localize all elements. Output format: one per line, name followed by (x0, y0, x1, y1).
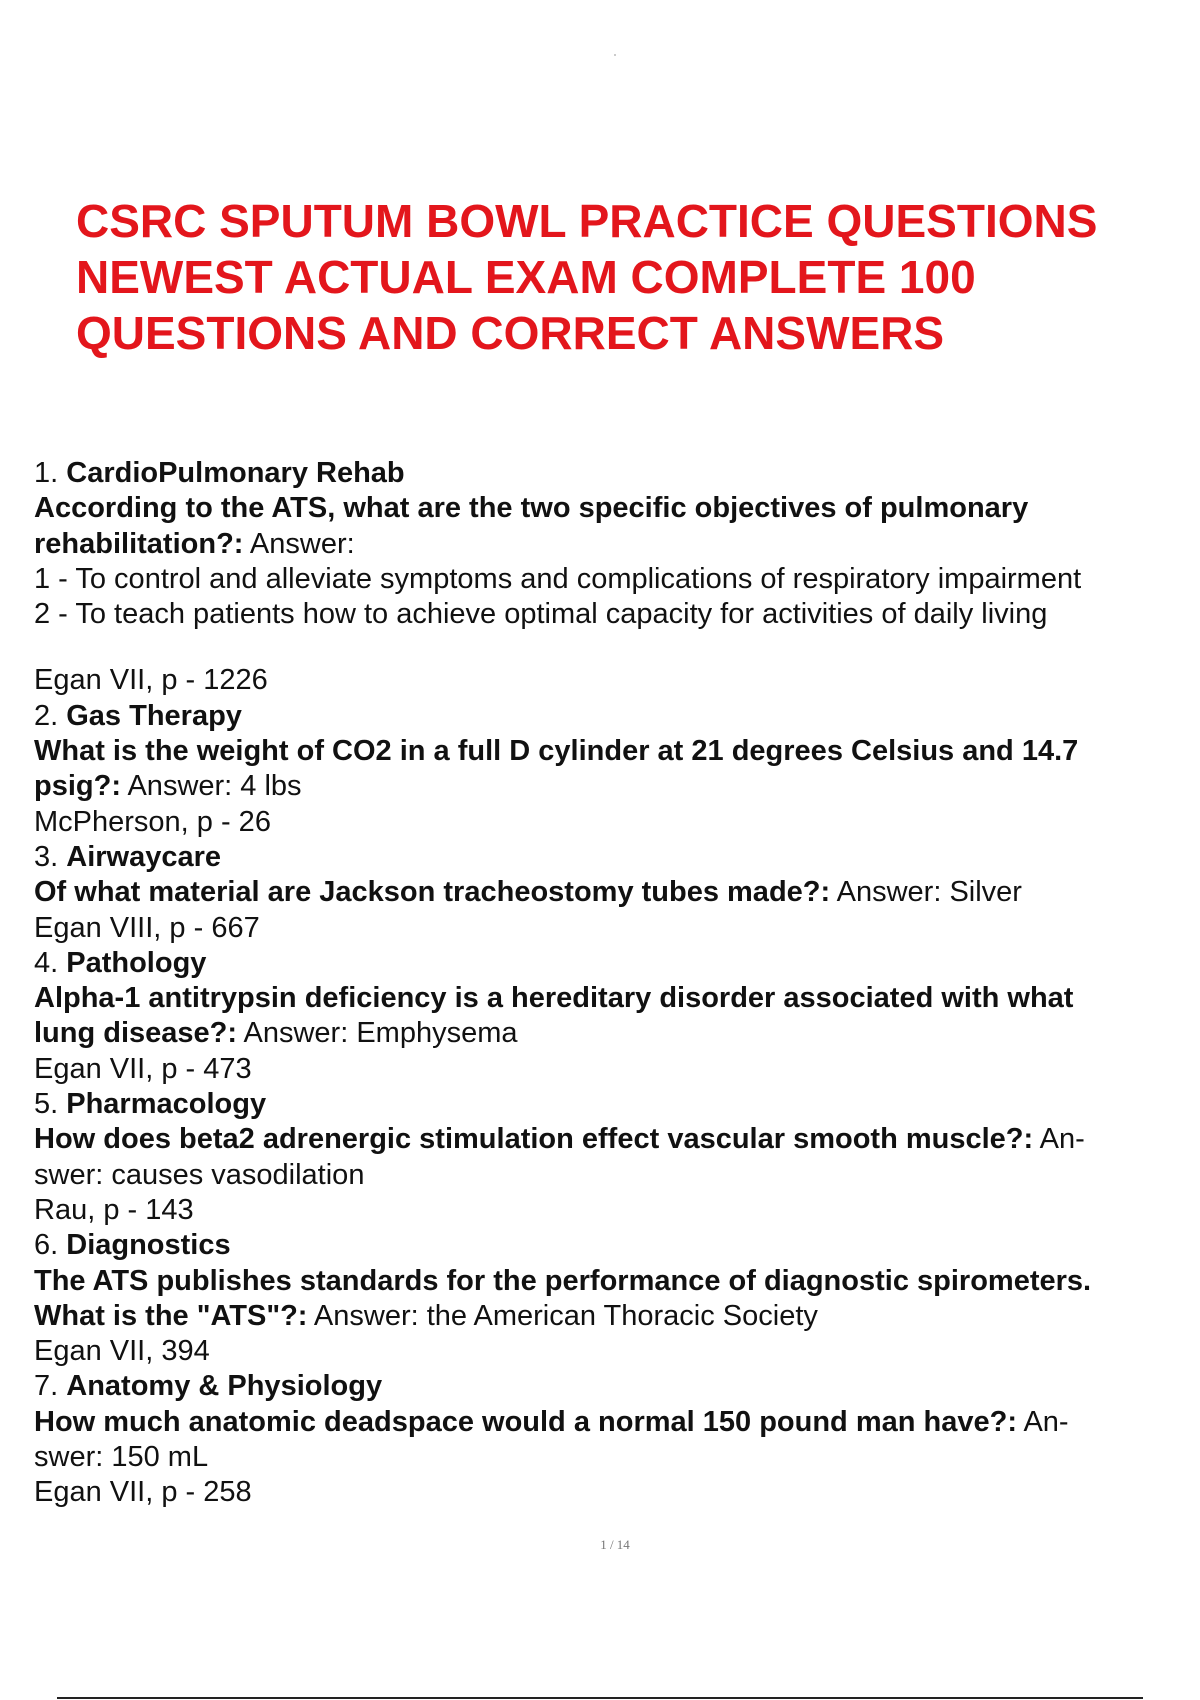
page-bottom-divider (57, 1697, 1143, 1699)
question-list (34, 456, 1194, 1511)
question-header (34, 1087, 1194, 1122)
title-line: QUESTIONS AND CORRECT ANSWERS (76, 307, 945, 359)
question-text: How does beta2 adrenergic stimulation effect vascular smooth muscle?: (34, 1123, 1034, 1156)
answer-label: Answer: (249, 527, 355, 560)
question-text: Alpha-1 antitrypsin deficiency is a hereditary disorder associated with what (34, 982, 1074, 1015)
answer-text: An- (1039, 1123, 1085, 1156)
question-item (34, 1087, 1194, 1228)
document-title (76, 193, 1156, 361)
question-number: 4. (34, 946, 59, 979)
reference: Egan VIII, p - 667 (34, 911, 260, 944)
reference: Egan VII, p - 473 (34, 1052, 252, 1085)
question-category: Airwaycare (66, 840, 222, 873)
reference: Egan VII, p - 258 (34, 1476, 252, 1509)
question-item (34, 456, 1194, 699)
question-text: Of what material are Jackson tracheostomy tubes made?: (34, 876, 831, 909)
question-number: 7. (34, 1370, 59, 1403)
question-item (34, 699, 1194, 840)
reference: Rau, p - 143 (34, 1193, 194, 1226)
answer-text-continued: swer: causes vasodilation (34, 1158, 365, 1191)
question-text: According to the ATS, what are the two specific objectives of pulmonary (34, 492, 1029, 525)
scan-speck (614, 54, 616, 56)
question-item (34, 1369, 1194, 1510)
question-header (34, 699, 1194, 734)
question-number: 6. (34, 1229, 59, 1262)
reference: McPherson, p - 26 (34, 805, 271, 838)
question-header (34, 840, 1194, 875)
question-item (34, 840, 1194, 946)
question-with-answer (34, 875, 1194, 910)
question-text-continued: psig?: Answer: 4 lbs (34, 770, 302, 803)
spacer (34, 632, 1194, 663)
question-text-continued: What is the "ATS"?: Answer: the American Thoracic Society (34, 1299, 818, 1332)
question-text-continued: lung disease?: Answer: Emphysema (34, 1017, 518, 1050)
answer-text: Answer: Silver (836, 876, 1022, 909)
answer-text: An- (1023, 1405, 1069, 1438)
title-line: CSRC SPUTUM BOWL PRACTICE QUESTIONS (76, 195, 1098, 247)
question-category: Pathology (66, 946, 207, 979)
question-category: CardioPulmonary Rehab (66, 457, 405, 489)
question-number: 3. (34, 840, 59, 873)
answer-text: 2 - To teach patients how to achieve optimal capacity for activities of daily living (34, 598, 1048, 631)
question-text: The ATS publishes standards for the performance of diagnostic spirometers. (34, 1264, 1092, 1297)
question-category: Anatomy & Physiology (66, 1370, 383, 1403)
question-header (34, 456, 1194, 491)
question-header (34, 1228, 1194, 1263)
reference: Egan VII, p - 1226 (34, 664, 268, 697)
question-text: How much anatomic deadspace would a normal 150 pound man have?: (34, 1405, 1017, 1438)
question-number: 5. (34, 1088, 59, 1121)
reference: Egan VII, 394 (34, 1335, 210, 1368)
question-header (34, 1369, 1194, 1404)
answer-text: 1 - To control and alleviate symptoms and complications of respiratory impairment (34, 562, 1082, 595)
question-with-answer (34, 1122, 1194, 1157)
question-number: 1. (34, 457, 59, 489)
question-category: Diagnostics (66, 1229, 231, 1262)
question-text: What is the weight of CO2 in a full D cylinder at 21 degrees Celsius and 14.7 (34, 735, 1079, 768)
question-item (34, 1228, 1194, 1369)
question-item (34, 946, 1194, 1087)
question-category: Gas Therapy (66, 699, 242, 732)
title-line: NEWEST ACTUAL EXAM COMPLETE 100 (76, 251, 976, 303)
question-number: 2. (34, 699, 59, 732)
question-header (34, 946, 1194, 981)
answer-text-continued: swer: 150 mL (34, 1441, 209, 1474)
question-text-continued: rehabilitation?: Answer: (34, 527, 355, 560)
answer-text: Answer: Emphysema (243, 1017, 518, 1050)
page-number: 1 / 14 (600, 1537, 630, 1552)
question-with-answer (34, 1405, 1194, 1440)
answer-text: Answer: 4 lbs (127, 770, 302, 803)
answer-text: Answer: the American Thoracic Society (313, 1299, 818, 1332)
question-category: Pharmacology (66, 1088, 267, 1121)
